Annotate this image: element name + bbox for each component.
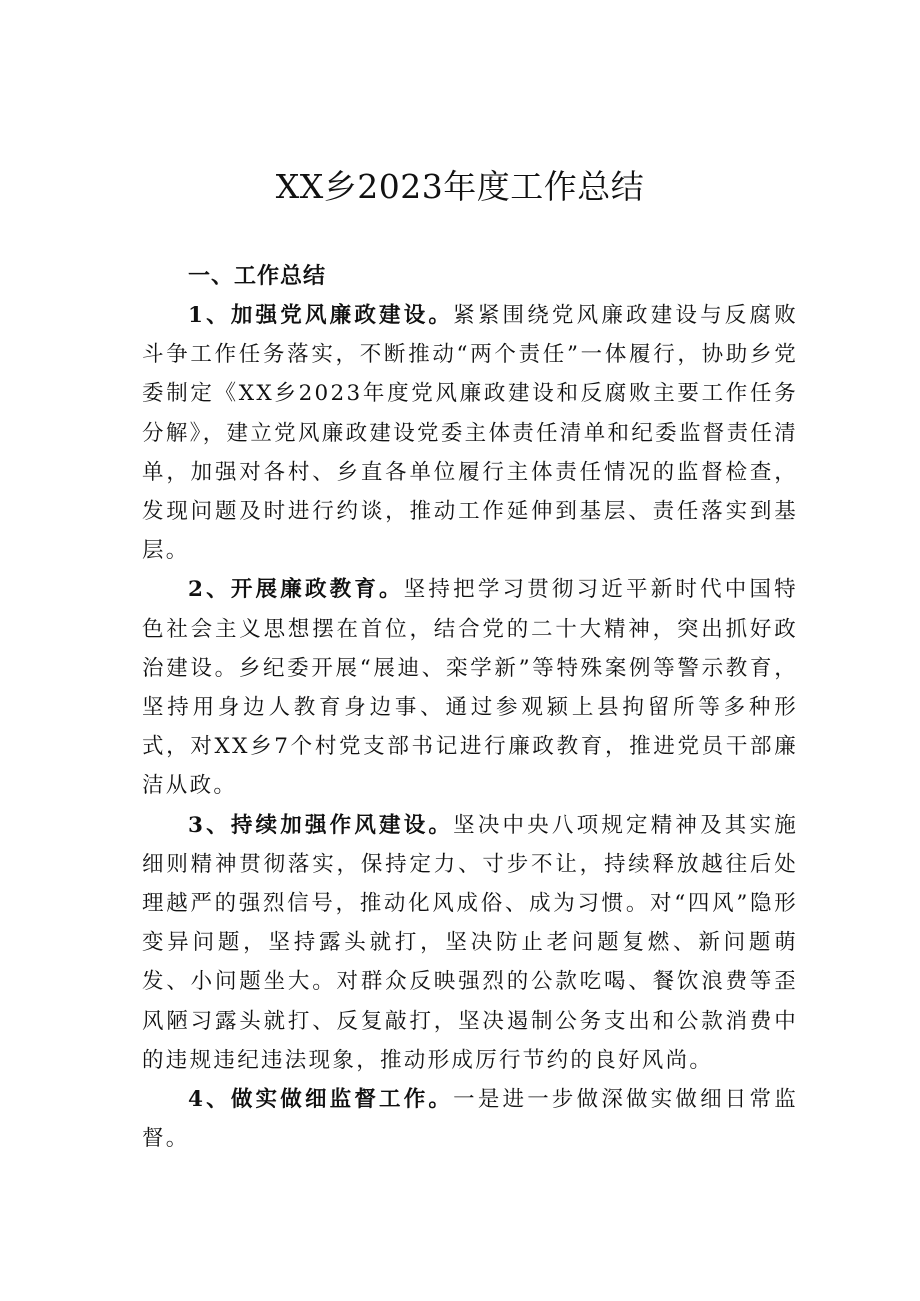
paragraph-2-text: 坚持把学习贯彻习近平新时代中国特色社会主义思想摆在首位，结合党的二十大精神，突出抓好政治建设。乡纪委开展“展迪、栾学新”等特殊案例等警示教育，坚持用身边人教育身边事、通过参观颍上县拘留所等多种形式，对XX乡7个村党支部书记进行廉政教育，推进党员干部廉洁从政。 bbox=[142, 577, 798, 799]
document-body bbox=[142, 256, 798, 1158]
paragraph-4-text: 一是进一步做深做实做细日常监督。 bbox=[142, 1087, 799, 1152]
paragraph-1-lead: 1、加强党风廉政建设。 bbox=[188, 303, 454, 328]
paragraph-1 bbox=[142, 296, 798, 570]
document-title: XX乡2023年度工作总结 bbox=[275, 167, 645, 206]
paragraph-3-lead: 3、持续加强作风建设。 bbox=[188, 812, 454, 838]
paragraph-1-text: 紧紧围绕党风廉政建设与反腐败斗争工作任务落实，不断推动“两个责任”一体履行，协助乡党委制定《XX乡2023年度党风廉政建设和反腐败主要工作任务分解》，建立党风廉政建设党委主体责任清单和纪委监督责任清单，加强对各村、乡直各单位履行主体责任情况的监督检查，发现问题及时进行约谈，推动工作延伸到基层、责任落实到基层。 bbox=[142, 303, 799, 564]
paragraph-2-lead: 2、开展廉政教育。 bbox=[188, 577, 404, 603]
paragraph-2 bbox=[142, 570, 798, 805]
paragraph-3-text: 坚决中央八项规定精神及其实施细则精神贯彻落实，保持定力、寸步不让，持续释放越往后处理越严的强烈信号，推动化风成俗、成为习惯。对“四风”隐形变异问题，坚持露头就打，坚决防止老问题复燃、新问题萌发、小问题坐大。对群众反映强烈的公款吃喝、餐饮浪费等歪风陋习露头就打、反复敲打，坚决遏制公务支出和公款消费中的违规违纪违法现象，推动形成厉行节约的良好风尚。 bbox=[142, 812, 799, 1073]
paragraph-4 bbox=[142, 1080, 798, 1158]
paragraph-4-lead: 4、做实做细监督工作。 bbox=[188, 1087, 454, 1113]
paragraph-3 bbox=[142, 806, 798, 1080]
section-heading: 一、工作总结 bbox=[188, 263, 327, 289]
